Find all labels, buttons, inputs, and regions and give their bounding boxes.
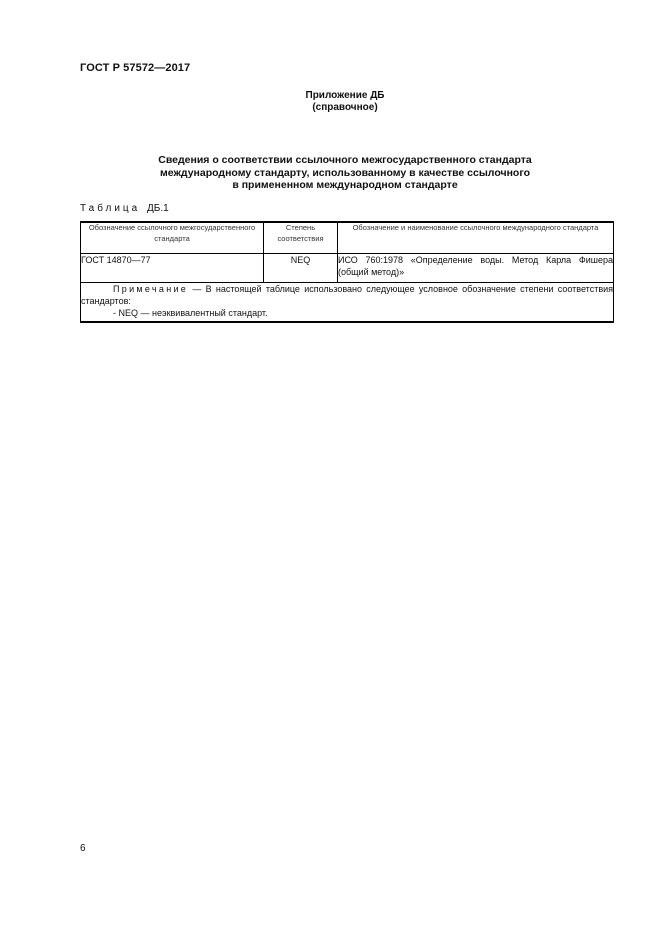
table-header-row: [81, 222, 614, 254]
table-caption: [80, 203, 169, 214]
cell-degree: NEQ: [264, 254, 338, 283]
table-caption-number: ДБ.1: [147, 203, 169, 214]
document-code: ГОСТ Р 57572—2017: [80, 62, 191, 74]
cell-standard: ГОСТ 14870—77: [81, 254, 264, 283]
table-note: [81, 283, 614, 323]
header-cell-standard: Обозначение ссылочного межгосударственного стандарта: [81, 222, 264, 254]
appendix-title: Приложение ДБ: [305, 90, 385, 101]
note-text: — В настоящей таблице использовано следующее условное обозначение степени соответствия стандартов:: [81, 284, 613, 306]
header-cell-degree: Степень соответствия: [264, 222, 338, 254]
appendix-heading: [0, 90, 661, 114]
section-title-line: международному стандарту, использованному в качестве ссылочного: [160, 166, 530, 179]
section-title-line: в примененном международном стандарте: [232, 179, 458, 191]
table-caption-label: Таблица: [80, 203, 141, 214]
appendix-subtitle: (справочное): [312, 102, 378, 113]
section-title: [0, 154, 661, 192]
note-item: - NEQ — неэквивалентный стандарт.: [113, 308, 268, 318]
section-title-line: Сведения о соответствии ссылочного межгосударственного стандарта: [158, 154, 532, 166]
table-note-row: [81, 283, 614, 323]
note-paragraph: [81, 283, 613, 307]
note-label: Примечание: [113, 284, 189, 294]
table-row: [81, 254, 614, 283]
correspondence-table: [80, 221, 614, 323]
header-cell-international: Обозначение и наименование ссылочного международного стандарта: [338, 222, 614, 254]
cell-international: ИСО 760:1978 «Определение воды. Метод Карла Фишера (общий метод)»: [338, 254, 614, 283]
page-number: 6: [80, 843, 86, 854]
